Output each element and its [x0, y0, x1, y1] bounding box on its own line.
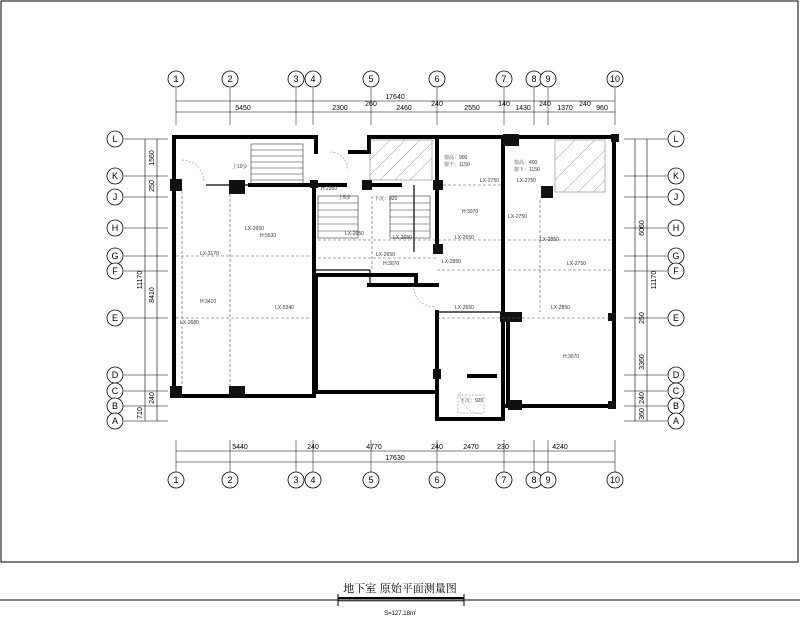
grid-label-left-J: J: [112, 192, 118, 202]
beam-label-12: LX-2750: [508, 214, 527, 220]
note-h-2950: H:2950: [321, 186, 338, 192]
top-total-dimension: 17640: [385, 94, 405, 101]
top-dimensions: [176, 88, 615, 125]
top-dim-seg-8: 1430: [515, 105, 531, 112]
right-grid-bubbles: [668, 131, 684, 429]
grid-bubble-right-H: [668, 220, 684, 236]
top-dim-seg-9: 240: [539, 101, 551, 108]
left-dim-seg-4: 710: [137, 407, 144, 419]
grid-label-right-D: D: [672, 370, 680, 380]
beam-label-5: LX-2650: [345, 231, 364, 237]
stair-upper: [251, 144, 303, 184]
grid-bubble-left-L: [107, 131, 123, 147]
top-dim-seg-4: 2460: [396, 105, 412, 112]
beam-label-10: LX-2750: [480, 178, 499, 184]
grid-label-right-A: A: [672, 416, 680, 426]
grid-bubble-right-F: [668, 263, 684, 279]
grid-bubble-top-9: [540, 71, 556, 87]
top-dim-seg-12: 960: [596, 105, 608, 112]
beam-label-8: LX-2650: [455, 235, 474, 241]
grid-bubble-left-G: [107, 248, 123, 264]
grid-bubble-right-J: [668, 189, 684, 205]
beam-label-6: LX-2650: [393, 235, 412, 241]
beam-label-14: LX-2750: [567, 261, 586, 267]
left-dim-seg-2: 250: [149, 180, 156, 192]
note-h-5630: H:5630: [260, 233, 277, 239]
grid-label-left-F: F: [112, 266, 118, 276]
beam-lines: [176, 185, 612, 390]
grid-label-2: 2: [227, 74, 233, 84]
grid-label-3: 3: [293, 74, 299, 84]
grid-label-right-J: J: [673, 192, 679, 202]
top-dim-seg-3: 260: [365, 101, 377, 108]
grid-label-right-L: L: [673, 134, 679, 144]
note-drop-920: 下沉：920: [374, 196, 398, 202]
note-h-3070-b: H:3070: [383, 261, 400, 267]
grid-label-7: 7: [501, 74, 507, 84]
grid-label-bottom-3: 3: [293, 475, 299, 485]
bottom-total-dimension: 17630: [385, 455, 405, 462]
grid-bubble-left-E: [107, 310, 123, 326]
grid-bubble-right-K: [668, 168, 684, 184]
left-dimensions: [124, 139, 168, 421]
right-dim-seg-2: 250: [639, 312, 646, 324]
note-window-height-1: 窗高：900: [444, 155, 468, 161]
grid-label-left-D: D: [111, 370, 119, 380]
grid-bubble-bottom-9: [540, 472, 556, 488]
grid-bubble-bottom-2: [222, 472, 238, 488]
grid-label-right-H: H: [672, 223, 680, 233]
grid-bubble-left-J: [107, 189, 123, 205]
building-walls: [174, 137, 614, 419]
grid-label-9: 9: [545, 74, 551, 84]
grid-label-left-A: A: [111, 416, 119, 426]
grid-bubble-bottom-7: [496, 472, 512, 488]
grid-bubble-top-10: [607, 71, 623, 87]
bottom-dim-seg-6: 230: [497, 444, 509, 451]
stair-lower: [318, 196, 430, 238]
grid-label-left-G: G: [111, 251, 119, 261]
bottom-dim-seg-1: 5440: [232, 444, 248, 451]
grid-bubble-right-B: [668, 398, 684, 414]
right-total-outer-dimension: 11170: [651, 270, 658, 290]
grid-bubble-top-1: [168, 71, 184, 87]
light-well-right: [555, 140, 605, 192]
beam-label-15: LX-2650: [455, 305, 474, 311]
note-window-sill-1: 窗下：1150: [444, 162, 470, 168]
grid-bubble-top-5: [363, 71, 379, 87]
grid-label-left-C: C: [111, 386, 119, 396]
right-dimensions: [624, 139, 667, 421]
grid-bubble-right-A: [668, 413, 684, 429]
grid-bubble-bottom-3: [288, 472, 304, 488]
top-dim-seg-7: 140: [498, 101, 510, 108]
grid-label-left-L: L: [112, 134, 118, 144]
sheet-frame: [1, 1, 798, 562]
bottom-dim-seg-2: 240: [307, 444, 319, 451]
grid-label-10: 10: [609, 74, 621, 84]
note-h-3070-a: H:3070: [462, 209, 479, 215]
bottom-dim-seg-7: 4240: [552, 444, 568, 451]
grid-label-1: 1: [173, 74, 179, 84]
right-dim-seg-3: 3360: [639, 354, 646, 370]
beam-label-11: LX-2750: [517, 178, 536, 184]
beam-label-3: LX-2680: [180, 320, 199, 326]
bottom-dim-seg-5: 2470: [463, 444, 479, 451]
beam-label-16: LX-2850: [551, 305, 570, 311]
grid-label-bottom-2: 2: [227, 475, 233, 485]
top-dim-seg-2: 2300: [332, 105, 348, 112]
drawing-title: 地下室 原始平面测量图: [343, 582, 457, 595]
note-h-3070-c: H:3070: [563, 354, 580, 360]
grid-label-bottom-4: 4: [310, 475, 316, 485]
left-total-outer-dimension: 11170: [137, 270, 144, 290]
grid-label-right-F: F: [673, 266, 679, 276]
grid-bubble-right-L: [668, 131, 684, 147]
grid-label-left-K: K: [111, 171, 119, 181]
beam-label-2: LX-3170: [200, 251, 219, 257]
bottom-dim-seg-3: 4770: [366, 444, 382, 451]
right-dim-seg-5: 360: [639, 408, 646, 420]
grid-bubble-top-3: [288, 71, 304, 87]
grid-bubble-left-D: [107, 367, 123, 383]
grid-bubble-left-K: [107, 168, 123, 184]
beam-label-9: LX-2850: [442, 259, 461, 265]
grid-label-bottom-5: 5: [368, 475, 374, 485]
top-dim-seg-10: 1370: [557, 105, 573, 112]
right-dim-seg-4: 240: [639, 392, 646, 404]
grid-label-8: 8: [531, 74, 537, 84]
bottom-dimensions: [176, 440, 615, 472]
grid-label-right-K: K: [672, 171, 680, 181]
beam-label-13: LX-2850: [540, 237, 559, 243]
grid-bubble-top-4: [305, 71, 321, 87]
grid-bubble-bottom-4: [305, 472, 321, 488]
drawing-area: S=127.18㎡: [384, 611, 416, 617]
grid-label-right-B: B: [672, 401, 680, 411]
grid-label-5: 5: [368, 74, 374, 84]
grid-label-left-E: E: [111, 313, 119, 323]
grid-label-bottom-8: 8: [531, 475, 537, 485]
grid-bubble-right-E: [668, 310, 684, 326]
title-block: [338, 581, 464, 617]
grid-label-4: 4: [310, 74, 316, 84]
top-grid-bubbles: [168, 71, 623, 87]
bottom-grid-bubbles: [168, 472, 623, 488]
grid-bubble-left-H: [107, 220, 123, 236]
grid-bubble-bottom-1: [168, 472, 184, 488]
grid-label-bottom-6: 6: [434, 475, 440, 485]
grid-label-right-C: C: [672, 386, 680, 396]
grid-bubble-left-B: [107, 398, 123, 414]
left-dim-seg-1: 1560: [149, 150, 156, 166]
top-dim-seg-5: 240: [431, 101, 443, 108]
grid-label-bottom-10: 10: [609, 475, 621, 485]
structural-columns: [170, 134, 619, 410]
top-dim-seg-11: 240: [579, 101, 591, 108]
grid-bubble-bottom-6: [429, 472, 445, 488]
grid-label-right-E: E: [672, 313, 680, 323]
beam-label-7: LX-2650: [376, 252, 395, 258]
grid-bubble-right-C: [668, 383, 684, 399]
grid-bubble-bottom-8: [526, 472, 542, 488]
grid-bubble-top-6: [429, 71, 445, 87]
grid-bubble-top-7: [496, 71, 512, 87]
top-dim-seg-6: 2550: [464, 105, 480, 112]
note-window-height-2: 窗高：400: [514, 160, 538, 166]
bottom-dim-seg-4: 240: [431, 444, 443, 451]
grid-bubble-bottom-10: [607, 472, 623, 488]
grid-label-right-G: G: [672, 251, 680, 261]
grid-bubble-bottom-5: [363, 472, 379, 488]
grid-label-left-H: H: [111, 223, 119, 233]
right-dim-seg-1: 6060: [639, 220, 646, 236]
grid-label-bottom-7: 7: [501, 475, 507, 485]
grid-bubble-left-F: [107, 263, 123, 279]
grid-label-bottom-1: 1: [173, 475, 179, 485]
grid-bubble-top-8: [526, 71, 542, 87]
note-stair-up-1: 上10步: [232, 164, 248, 170]
grid-label-bottom-9: 9: [545, 475, 551, 485]
grid-bubble-left-A: [107, 413, 123, 429]
grid-label-left-B: B: [111, 401, 119, 411]
note-drop-920-b: 下沉：920: [460, 398, 484, 404]
grid-bubble-right-D: [668, 367, 684, 383]
note-h-3410: H:3410: [200, 299, 217, 305]
left-grid-bubbles: [107, 131, 123, 429]
grid-bubble-top-2: [222, 71, 238, 87]
grid-label-6: 6: [434, 74, 440, 84]
left-dim-seg-3: 240: [149, 392, 156, 404]
grid-bubble-right-G: [668, 248, 684, 264]
note-stair-up-2: 上5步: [338, 195, 351, 201]
light-well-left: [370, 140, 432, 180]
room-notes: [200, 154, 579, 404]
beam-label-1: LX-2650: [245, 226, 264, 232]
grid-bubble-left-C: [107, 383, 123, 399]
note-window-sill-2: 窗下：1150: [514, 167, 540, 173]
top-dim-seg-1: 5450: [235, 105, 251, 112]
beam-label-4: LX-5340: [275, 305, 294, 311]
left-total-inner-dimension: 8410: [149, 287, 156, 303]
